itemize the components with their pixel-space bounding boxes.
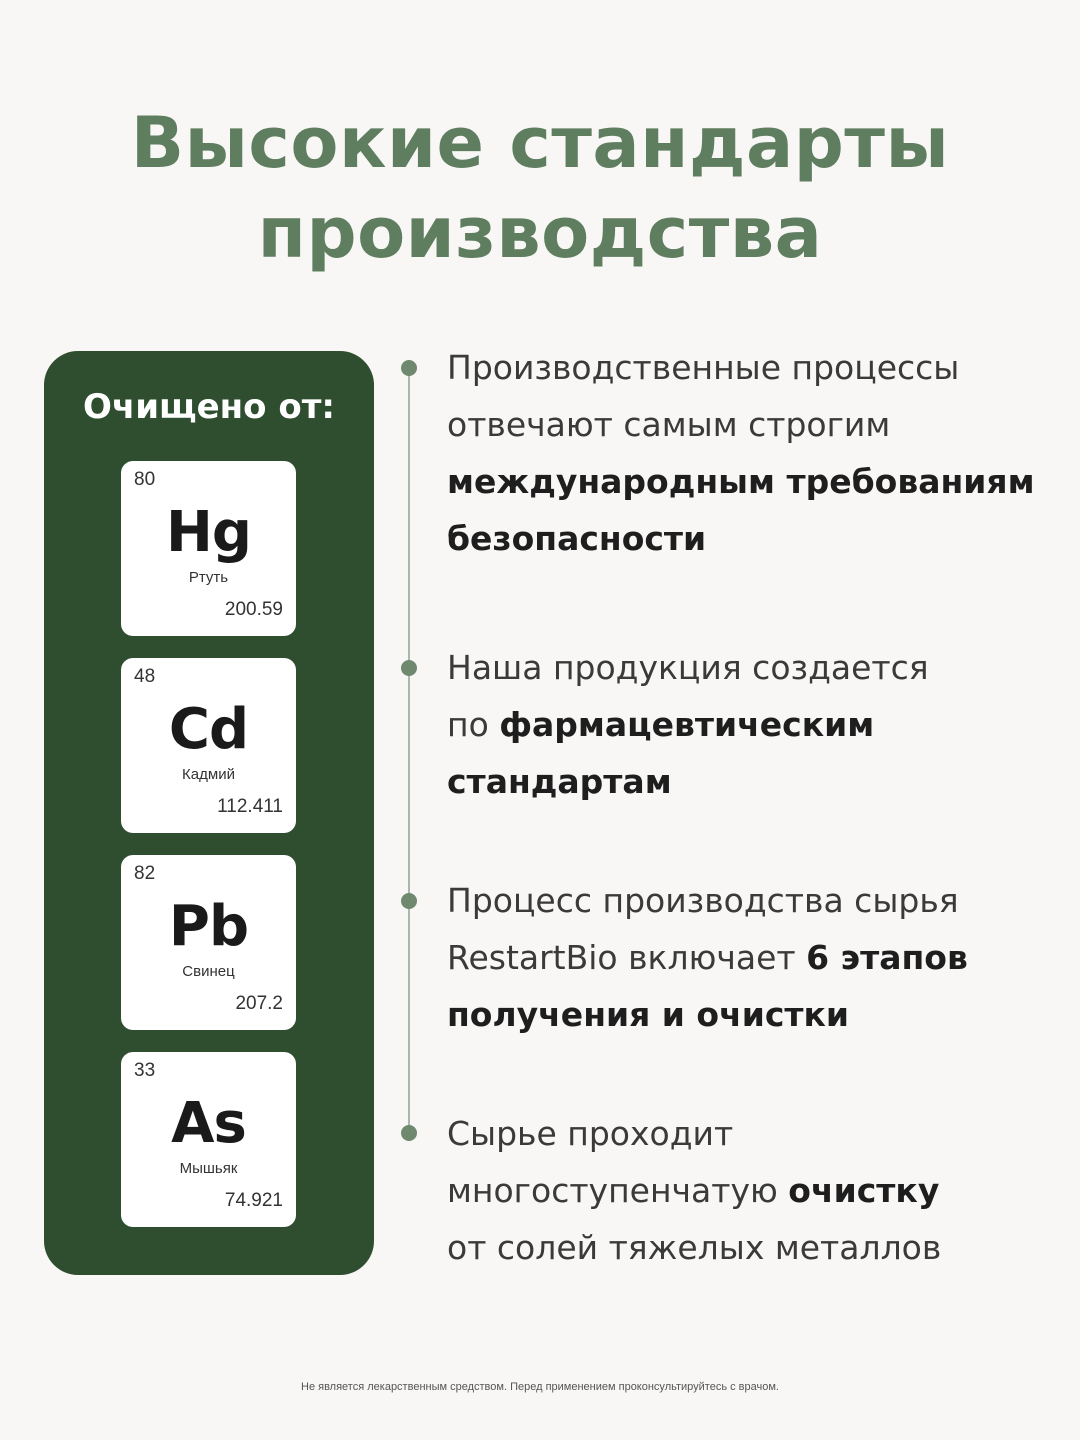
- element-number: 33: [134, 1060, 156, 1081]
- element-mass: 200.59: [224, 599, 283, 620]
- bullet-bold-text: безопасности: [447, 519, 707, 558]
- bullet-line: Сырье проходит: [447, 1114, 734, 1153]
- bullet-heavy-metals: [447, 1105, 1067, 1276]
- element-mass: 207.2: [235, 993, 283, 1014]
- bullet-bold-text: очистку: [788, 1171, 940, 1210]
- bullet-bold-text: получения и очистки: [447, 995, 850, 1034]
- bullet-line: отвечают самым строгим: [447, 405, 891, 444]
- element-card-as: [121, 1052, 296, 1227]
- element-symbol: Cd: [168, 697, 249, 762]
- bullet-pharma-standards: [447, 639, 1067, 810]
- element-card-cd: [121, 658, 296, 833]
- element-symbol: Hg: [166, 500, 251, 565]
- bullet-bold-text: международным требованиям: [447, 462, 1035, 501]
- page-title-line-1: Высокие стандарты: [130, 102, 950, 184]
- timeline-dot: [401, 893, 417, 909]
- timeline-dot: [401, 360, 417, 376]
- element-number: 48: [134, 666, 156, 687]
- element-card-hg: [121, 461, 296, 636]
- bullet-line: Производственные процессы: [447, 348, 960, 387]
- timeline-dot: [401, 1125, 417, 1141]
- bullet-line: от солей тяжелых металлов: [447, 1228, 942, 1267]
- bullet-line: Процесс производства сырья: [447, 881, 959, 920]
- element-card-pb: [121, 855, 296, 1030]
- bullet-text: многоступенчатую: [447, 1171, 789, 1210]
- bullet-bold-text: стандартам: [447, 762, 672, 801]
- timeline-dot: [401, 660, 417, 676]
- element-mass: 112.411: [217, 796, 283, 817]
- bullet-line: Наша продукция создается: [447, 648, 929, 687]
- timeline-line: [408, 366, 410, 1134]
- element-symbol: Pb: [168, 894, 249, 959]
- element-name: Свинец: [182, 963, 235, 980]
- bullet-text: RestartBio включает: [447, 938, 807, 977]
- element-name: Кадмий: [182, 766, 235, 783]
- page-title: [0, 98, 1080, 278]
- element-mass: 74.921: [224, 1190, 283, 1211]
- disclaimer: Не является лекарственным средством. Перед применением проконсультируйтесь с врачом.: [301, 1381, 779, 1393]
- element-name: Ртуть: [188, 569, 229, 586]
- bullet-production-stages: [447, 872, 1067, 1043]
- element-number: 80: [134, 469, 156, 490]
- page-title-line-2: производства: [257, 192, 823, 274]
- purified-from-heading: Очищено от:: [82, 387, 336, 427]
- bullet-text: по: [447, 705, 500, 744]
- element-symbol: As: [171, 1091, 246, 1156]
- bullet-bold-text: 6 этапов: [806, 938, 968, 977]
- element-number: 82: [134, 863, 156, 884]
- bullet-safety-standards: [447, 339, 1067, 567]
- bullet-bold-text: фармацевтическим: [499, 705, 875, 744]
- element-name: Мышьяк: [179, 1160, 238, 1177]
